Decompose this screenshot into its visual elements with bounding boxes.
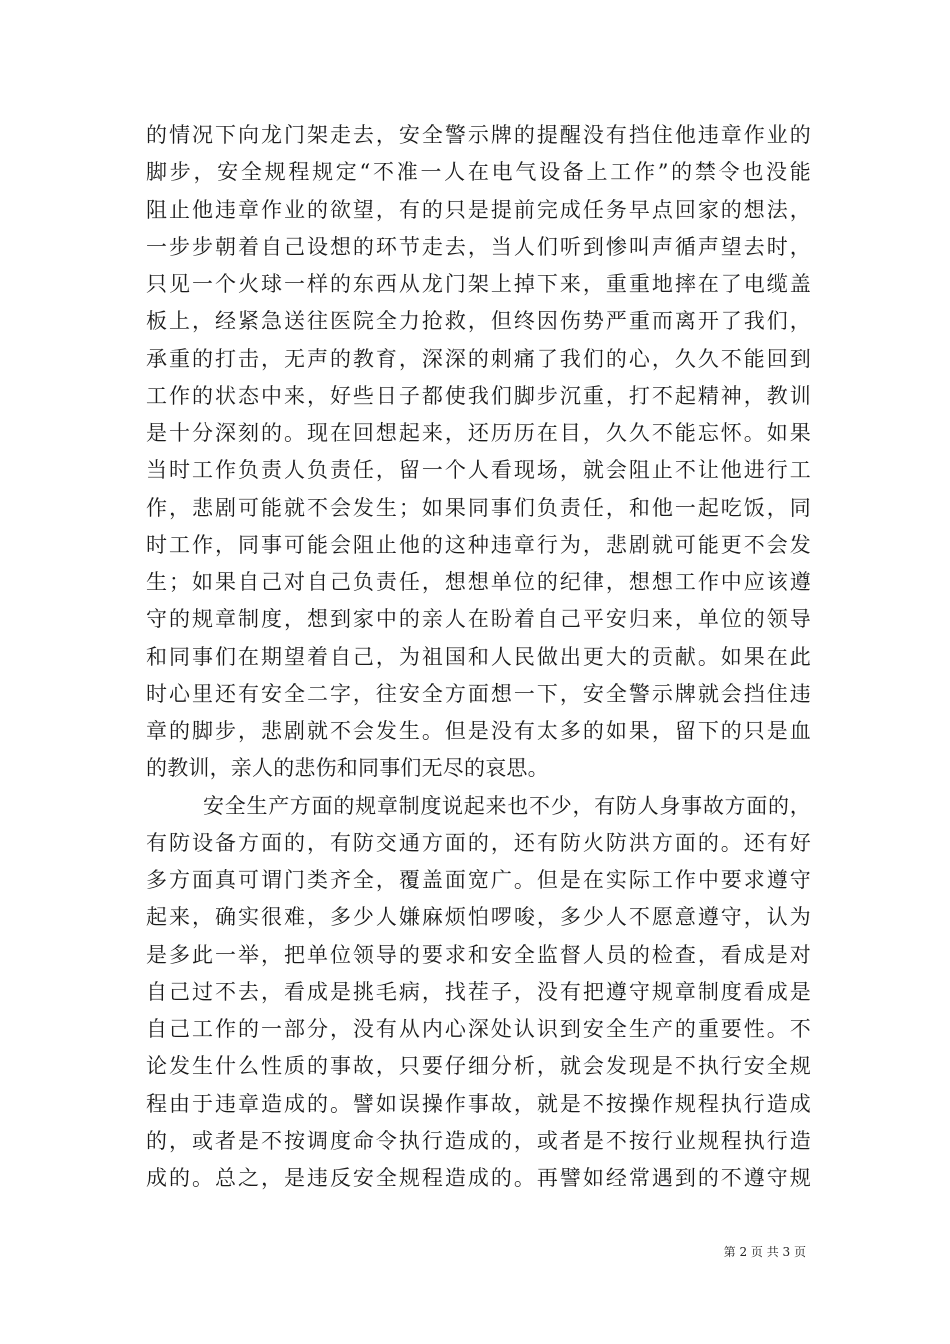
body-line: 生；如果自己对自己负责任，想想单位的纪律，想想工作中应该遵	[146, 570, 811, 594]
body-line: 多方面真可谓门类齐全，覆盖面宽广。但是在实际工作中要求遵守	[146, 868, 811, 892]
body-line: 一步步朝着自己设想的环节走去，当人们听到惨叫声循声望去时，	[146, 234, 811, 259]
paragraph-end-line: 的教训，亲人的悲伤和同事们无尽的哀思。	[146, 756, 549, 781]
body-line: 承重的打击，无声的教育，深深的刺痛了我们的心，久久不能回到	[146, 346, 811, 371]
body-line: 守的规章制度，想到家中的亲人在盼着自己平安归来，单位的领导	[146, 607, 811, 632]
body-line: 自己工作的一部分，没有从内心深处认识到安全生产的重要性。不	[146, 1017, 811, 1041]
body-line: 脚步，安全规程规定“不准一人在电气设备上工作”的禁令也没能	[146, 160, 811, 185]
body-line: 作，悲剧可能就不会发生；如果同事们负责任，和他一起吃饭，同	[146, 495, 811, 520]
body-line: 有防设备方面的，有防交通方面的，还有防火防洪方面的。还有好	[146, 830, 811, 855]
body-line: 时心里还有安全二字，往安全方面想一下，安全警示牌就会挡住违	[146, 681, 811, 706]
body-line: 的情况下向龙门架走去，安全警示牌的提醒没有挡住他违章作业的	[146, 123, 811, 147]
body-line: 当时工作负责人负责任，留一个人看现场，就会阻止不让他进行工	[146, 458, 811, 483]
body-line: 自己过不去，看成是挑毛病，找茬子，没有把遵守规章制度看成是	[146, 979, 811, 1004]
body-line: 板上，经紧急送往医院全力抢救，但终因伤势严重而离开了我们，	[146, 309, 811, 334]
body-line: 论发生什么性质的事故，只要仔细分析，就会发现是不执行安全规	[146, 1054, 811, 1079]
body-line: 只见一个火球一样的东西从龙门架上掉下来，重重地摔在了电缆盖	[146, 272, 811, 296]
page-number-footer: 第 2 页 共 3 页	[723, 1245, 806, 1259]
body-line: 的，或者是不按调度命令执行造成的，或者是不按行业规程执行造	[146, 1128, 811, 1153]
body-line: 章的脚步，悲剧就不会发生。但是没有太多的如果，留下的只是血	[146, 719, 811, 743]
body-line: 是多此一举，把单位领导的要求和安全监督人员的检查，看成是对	[146, 942, 811, 967]
body-line: 成的。总之，是违反安全规程造成的。再譬如经常遇到的不遵守规	[146, 1166, 811, 1190]
document-body	[146, 117, 811, 1197]
body-line: 是十分深刻的。现在回想起来，还历历在目，久久不能忘怀。如果	[146, 421, 811, 445]
body-line: 时工作，同事可能会阻止他的这种违章行为，悲剧就可能更不会发	[146, 532, 811, 557]
body-line: 程由于违章造成的。譬如误操作事故，就是不按操作规程执行造成	[146, 1091, 811, 1116]
body-line: 阻止他违章作业的欲望，有的只是提前完成任务早点回家的想法，	[146, 197, 811, 222]
body-line: 和同事们在期望着自己，为祖国和人民做出更大的贡献。如果在此	[146, 644, 811, 669]
body-line: 起来，确实很难，多少人嫌麻烦怕啰唆，多少人不愿意遵守，认为	[146, 905, 811, 930]
body-line: 工作的状态中来，好些日子都使我们脚步沉重，打不起精神，教训	[146, 383, 811, 408]
paragraph-first-line: 安全生产方面的规章制度说起来也不少，有防人身事故方面的，	[203, 793, 811, 818]
